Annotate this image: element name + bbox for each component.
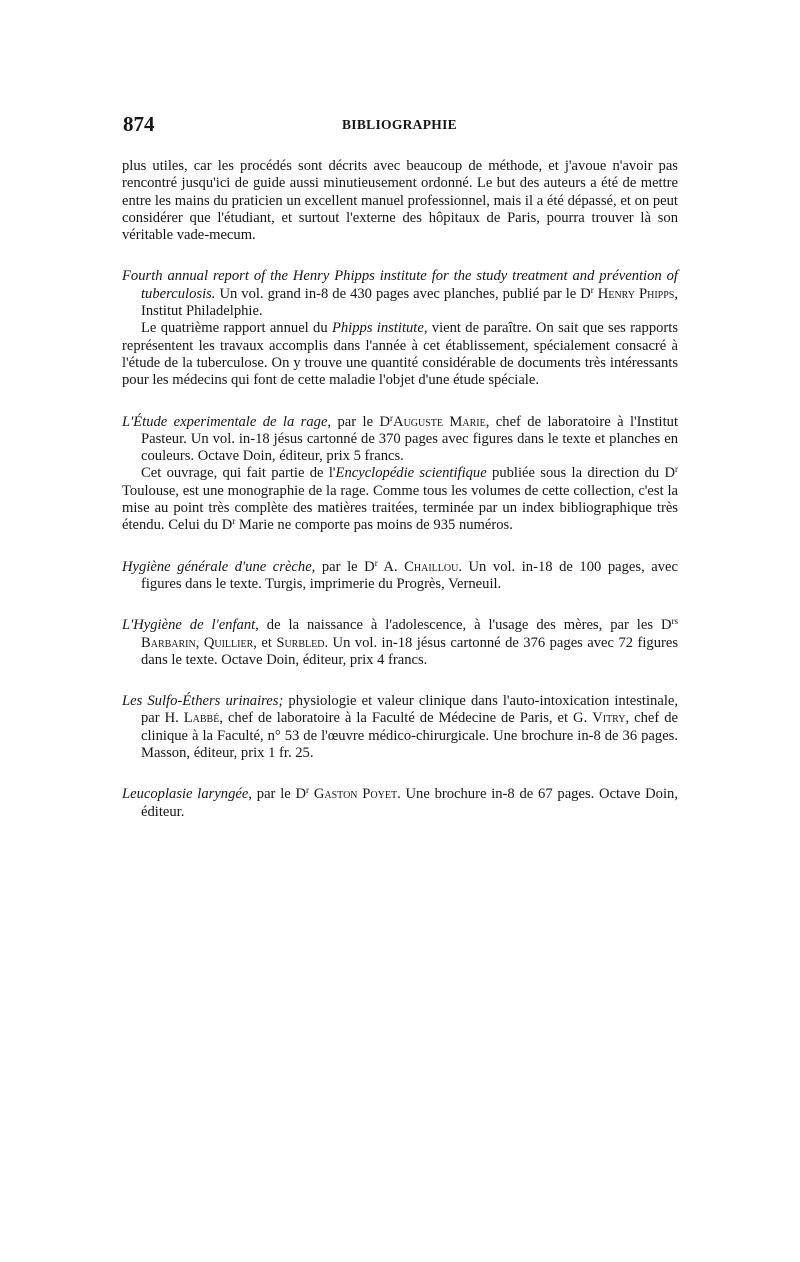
entry-review xyxy=(122,320,678,389)
review-superscript: r xyxy=(232,516,236,527)
page-header xyxy=(120,112,680,142)
bibliography-entry-leucoplasie xyxy=(122,786,678,821)
running-title: BIBLIOGRAPHIE xyxy=(342,117,457,132)
entry-title: Hygiène générale d'une crèche, xyxy=(122,558,316,575)
author-name: Henry Phipps xyxy=(593,285,675,302)
continued-paragraph: plus utiles, car les procédés sont décrits avec beaucoup de méthode, et j'avoue n'avoir pas rencontré jusqu'ici de guide aussi minutieusement ordonné. Le but des auteurs a été de mettre entre les mains du praticien un excellent manuel professionnel, mais il a été dépassé, et on peut considérer que l'étudiant, et surtout l'externe des hôpitaux de Paris, pourra trouver là son véritable vade-mecum. xyxy=(122,158,678,244)
entry-citation xyxy=(122,559,678,594)
review-text: Toulouse, est une monographie de la rage. Comme tous les volumes de cette collection, c'est la mise au point très complète des matières traitées, terminée par un index bibliographique très étendu. Celui du D xyxy=(122,482,678,534)
citation-text: Un vol. grand in-8 de 430 pages avec planches, publié par le D xyxy=(215,285,591,302)
entry-citation xyxy=(122,693,678,762)
citation-text: , Institut Philadelphie. xyxy=(141,285,679,320)
bibliography-entry-phipps-report xyxy=(122,268,678,389)
entry-title: Fourth annual report of the Henry Phipps institute for the study treatment and prévention of tuberculosis. xyxy=(122,268,678,302)
review-text: Le quatrième rapport annuel du xyxy=(141,320,332,337)
author-name: Auguste Marie xyxy=(393,413,486,430)
author-name: Vitry xyxy=(592,710,626,727)
author-name: Barbarin xyxy=(141,634,196,651)
entry-title: L'Étude experimentale de la rage, xyxy=(122,413,332,430)
citation-text: , chef de laboratoire à l'Institut Pasteur. Un vol. in-18 jésus cartonné de 370 pages avec figures dans le texte et planches en couleurs. Octave Doin, éditeur, prix 5 francs. xyxy=(141,413,679,465)
citation-text: . Un vol. in-18 de 100 pages, avec figures dans le texte. Turgis, imprimerie du Progrès, Verneuil. xyxy=(141,558,678,592)
citation-text: par le D xyxy=(315,558,375,575)
page-body xyxy=(122,158,678,821)
citation-text: , et xyxy=(253,634,277,651)
review-italic: Encyclopédie scientifique xyxy=(335,465,487,482)
bibliography-entry-hygiene-creche xyxy=(122,559,678,594)
citation-text: par le D xyxy=(331,413,391,430)
entry-citation xyxy=(122,414,678,466)
review-text: publiée sous la direction du D xyxy=(486,465,675,482)
citation-superscript: r xyxy=(590,284,594,295)
citation-superscript: r xyxy=(390,412,394,423)
author-name: Surbled xyxy=(276,634,325,651)
review-text: , vient de paraître. On sait que ses rapports représentent les travaux accomplis dans l'année à cet établissement, spécialement consacré à l'étude de la tuberculose. On y trouve une quantité considérable de documents très intéressants pour les médecins qui font de cette maladie l'objet d'une étude spéciale. xyxy=(122,320,679,389)
author-name: Gaston Poyet xyxy=(309,786,398,803)
entry-citation xyxy=(122,617,678,669)
bibliography-entry-sulfo-ethers xyxy=(122,693,678,762)
author-name: Labbé xyxy=(183,710,220,727)
citation-text: , chef de clinique à la Faculté, n° 53 de l'œuvre médico-chirurgicale. Une brochure in-8 de 36 pages. Masson, éditeur, prix 1 fr. 25. xyxy=(141,710,678,762)
citation-superscript: rs xyxy=(671,616,678,627)
review-text: Marie ne comporte pas moins de 935 numéros. xyxy=(235,517,513,534)
review-text: Cet ouvrage, qui fait partie de l' xyxy=(141,465,336,482)
bibliography-entry-hygiene-enfant xyxy=(122,617,678,669)
review-italic: Phipps institute xyxy=(331,320,424,337)
entry-title: L'Hygiène de l'enfant, xyxy=(122,617,259,634)
author-name: A. Chaillou xyxy=(377,558,459,575)
citation-text: physiologie et valeur clinique dans l'auto-intoxication intestinale, par H. xyxy=(141,693,678,727)
citation-superscript: r xyxy=(374,557,378,568)
citation-text: . Un vol. in-18 jésus cartonné de 376 pages avec 72 figures dans le texte. Octave Doin, éditeur, prix 4 francs. xyxy=(141,634,679,668)
citation-text: par le D xyxy=(252,786,307,803)
citation-text: de la naissance à l'adolescence, à l'usage des mères, par les D xyxy=(258,617,672,634)
bibliography-entry-etude-rage xyxy=(122,414,678,535)
entry-title: Les Sulfo-Éthers urinaires; xyxy=(122,693,284,710)
author-name: Quillier xyxy=(203,634,254,651)
entry-review xyxy=(122,465,678,534)
citation-superscript: r xyxy=(306,785,310,796)
entry-title: Leucoplasie laryngée, xyxy=(122,786,253,803)
entry-citation xyxy=(122,268,678,320)
page-number: 874 xyxy=(123,112,155,136)
citation-text: , chef de laboratoire à la Faculté de Médecine de Paris, et G. xyxy=(219,710,593,727)
review-superscript: r xyxy=(675,464,678,475)
citation-text: . Une brochure in-8 de 67 pages. Octave Doin, éditeur. xyxy=(141,786,678,820)
entry-citation xyxy=(122,786,678,821)
citation-text: , xyxy=(195,634,204,651)
